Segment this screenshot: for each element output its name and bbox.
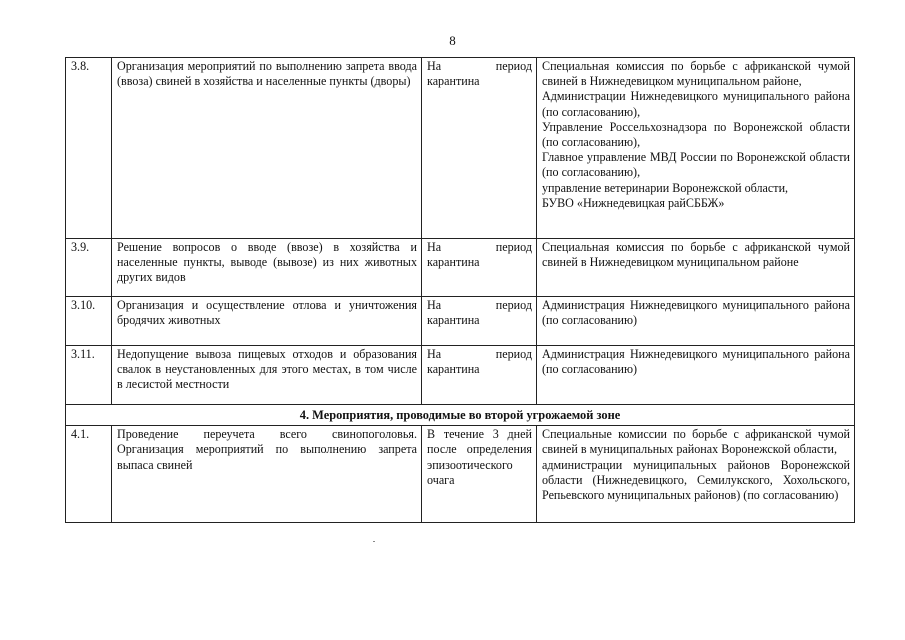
scan-speck: [373, 541, 375, 542]
row-term: В течение 3 дней после определения эпизоотического очага: [422, 426, 537, 523]
row-action: Решение вопросов о вводе (ввозе) в хозяйства и населенные пункты, выводе (вывозе) из них животных других видов: [112, 239, 422, 297]
row-responsible: [537, 58, 855, 239]
responsible-item: Управление Россельхознадзора по Воронежской области (по согласованию),: [542, 119, 850, 150]
section-header-row: [66, 405, 855, 426]
row-responsible: [537, 426, 855, 523]
row-action: Организация мероприятий по выполнению запрета ввода (ввоза) свиней в хозяйства и населенные пункты (дворы): [112, 58, 422, 239]
row-term: На период карантина: [422, 297, 537, 346]
row-action: Организация и осуществление отлова и уничтожения бродячих животных: [112, 297, 422, 346]
table-row: [66, 239, 855, 297]
row-responsible: [537, 297, 855, 346]
responsible-item: БУВО «Нижнедевицкая райСББЖ»: [542, 195, 725, 210]
row-responsible: [537, 346, 855, 405]
table-row: [66, 58, 855, 239]
page-number: 8: [449, 33, 456, 48]
row-number: 3.11.: [66, 346, 112, 405]
row-number: 3.8.: [66, 58, 112, 239]
section-title: 4. Мероприятия, проводимые во второй угрожаемой зоне: [66, 405, 855, 426]
row-term: На период карантина: [422, 58, 537, 239]
row-number: 3.10.: [66, 297, 112, 346]
responsible-item: Специальные комиссии по борьбе с африканской чумой свиней в муниципальных районах Воронежской области,: [542, 427, 850, 457]
row-term: На период карантина: [422, 239, 537, 297]
row-number: 4.1.: [66, 426, 112, 523]
row-action: Недопущение вывоза пищевых отходов и образования свалок в неустановленных для этого местах, в том числе в лесистой местности: [112, 346, 422, 405]
responsible-item: Специальная комиссия по борьбе с африканской чумой свиней в Нижнедевицком муниципальном районе,: [542, 59, 850, 89]
row-action: Проведение переучета всего свинопоголовья. Организация мероприятий по выполнению запрета выпаса свиней: [112, 426, 422, 523]
responsible-item: Главное управление МВД России по Воронежской области (по согласованию),: [542, 150, 850, 180]
row-responsible: [537, 239, 855, 297]
row-number: 3.9.: [66, 239, 112, 297]
responsible-item: Администрация Нижнедевицкого муниципального района (по согласованию): [542, 347, 850, 377]
measures-table: [65, 57, 855, 523]
row-term: На период карантина: [422, 346, 537, 405]
responsible-item: администрации муниципальных районов Воронежской области (Нижнедевицкого, Семилукского, Хохольского, Репьевского муниципальных районов) (по согласованию): [542, 457, 850, 503]
table-row: [66, 426, 855, 523]
responsible-item: Администрация Нижнедевицкого муниципального района (по согласованию): [542, 298, 850, 328]
responsible-item: Специальная комиссия по борьбе с африканской чумой свиней в Нижнедевицком муниципальном районе: [542, 240, 850, 270]
responsible-item: управление ветеринарии Воронежской области,: [542, 180, 789, 195]
table-row: [66, 297, 855, 346]
table-row: [66, 346, 855, 405]
responsible-item: Администрации Нижнедевицкого муниципального района (по согласованию),: [542, 89, 850, 119]
